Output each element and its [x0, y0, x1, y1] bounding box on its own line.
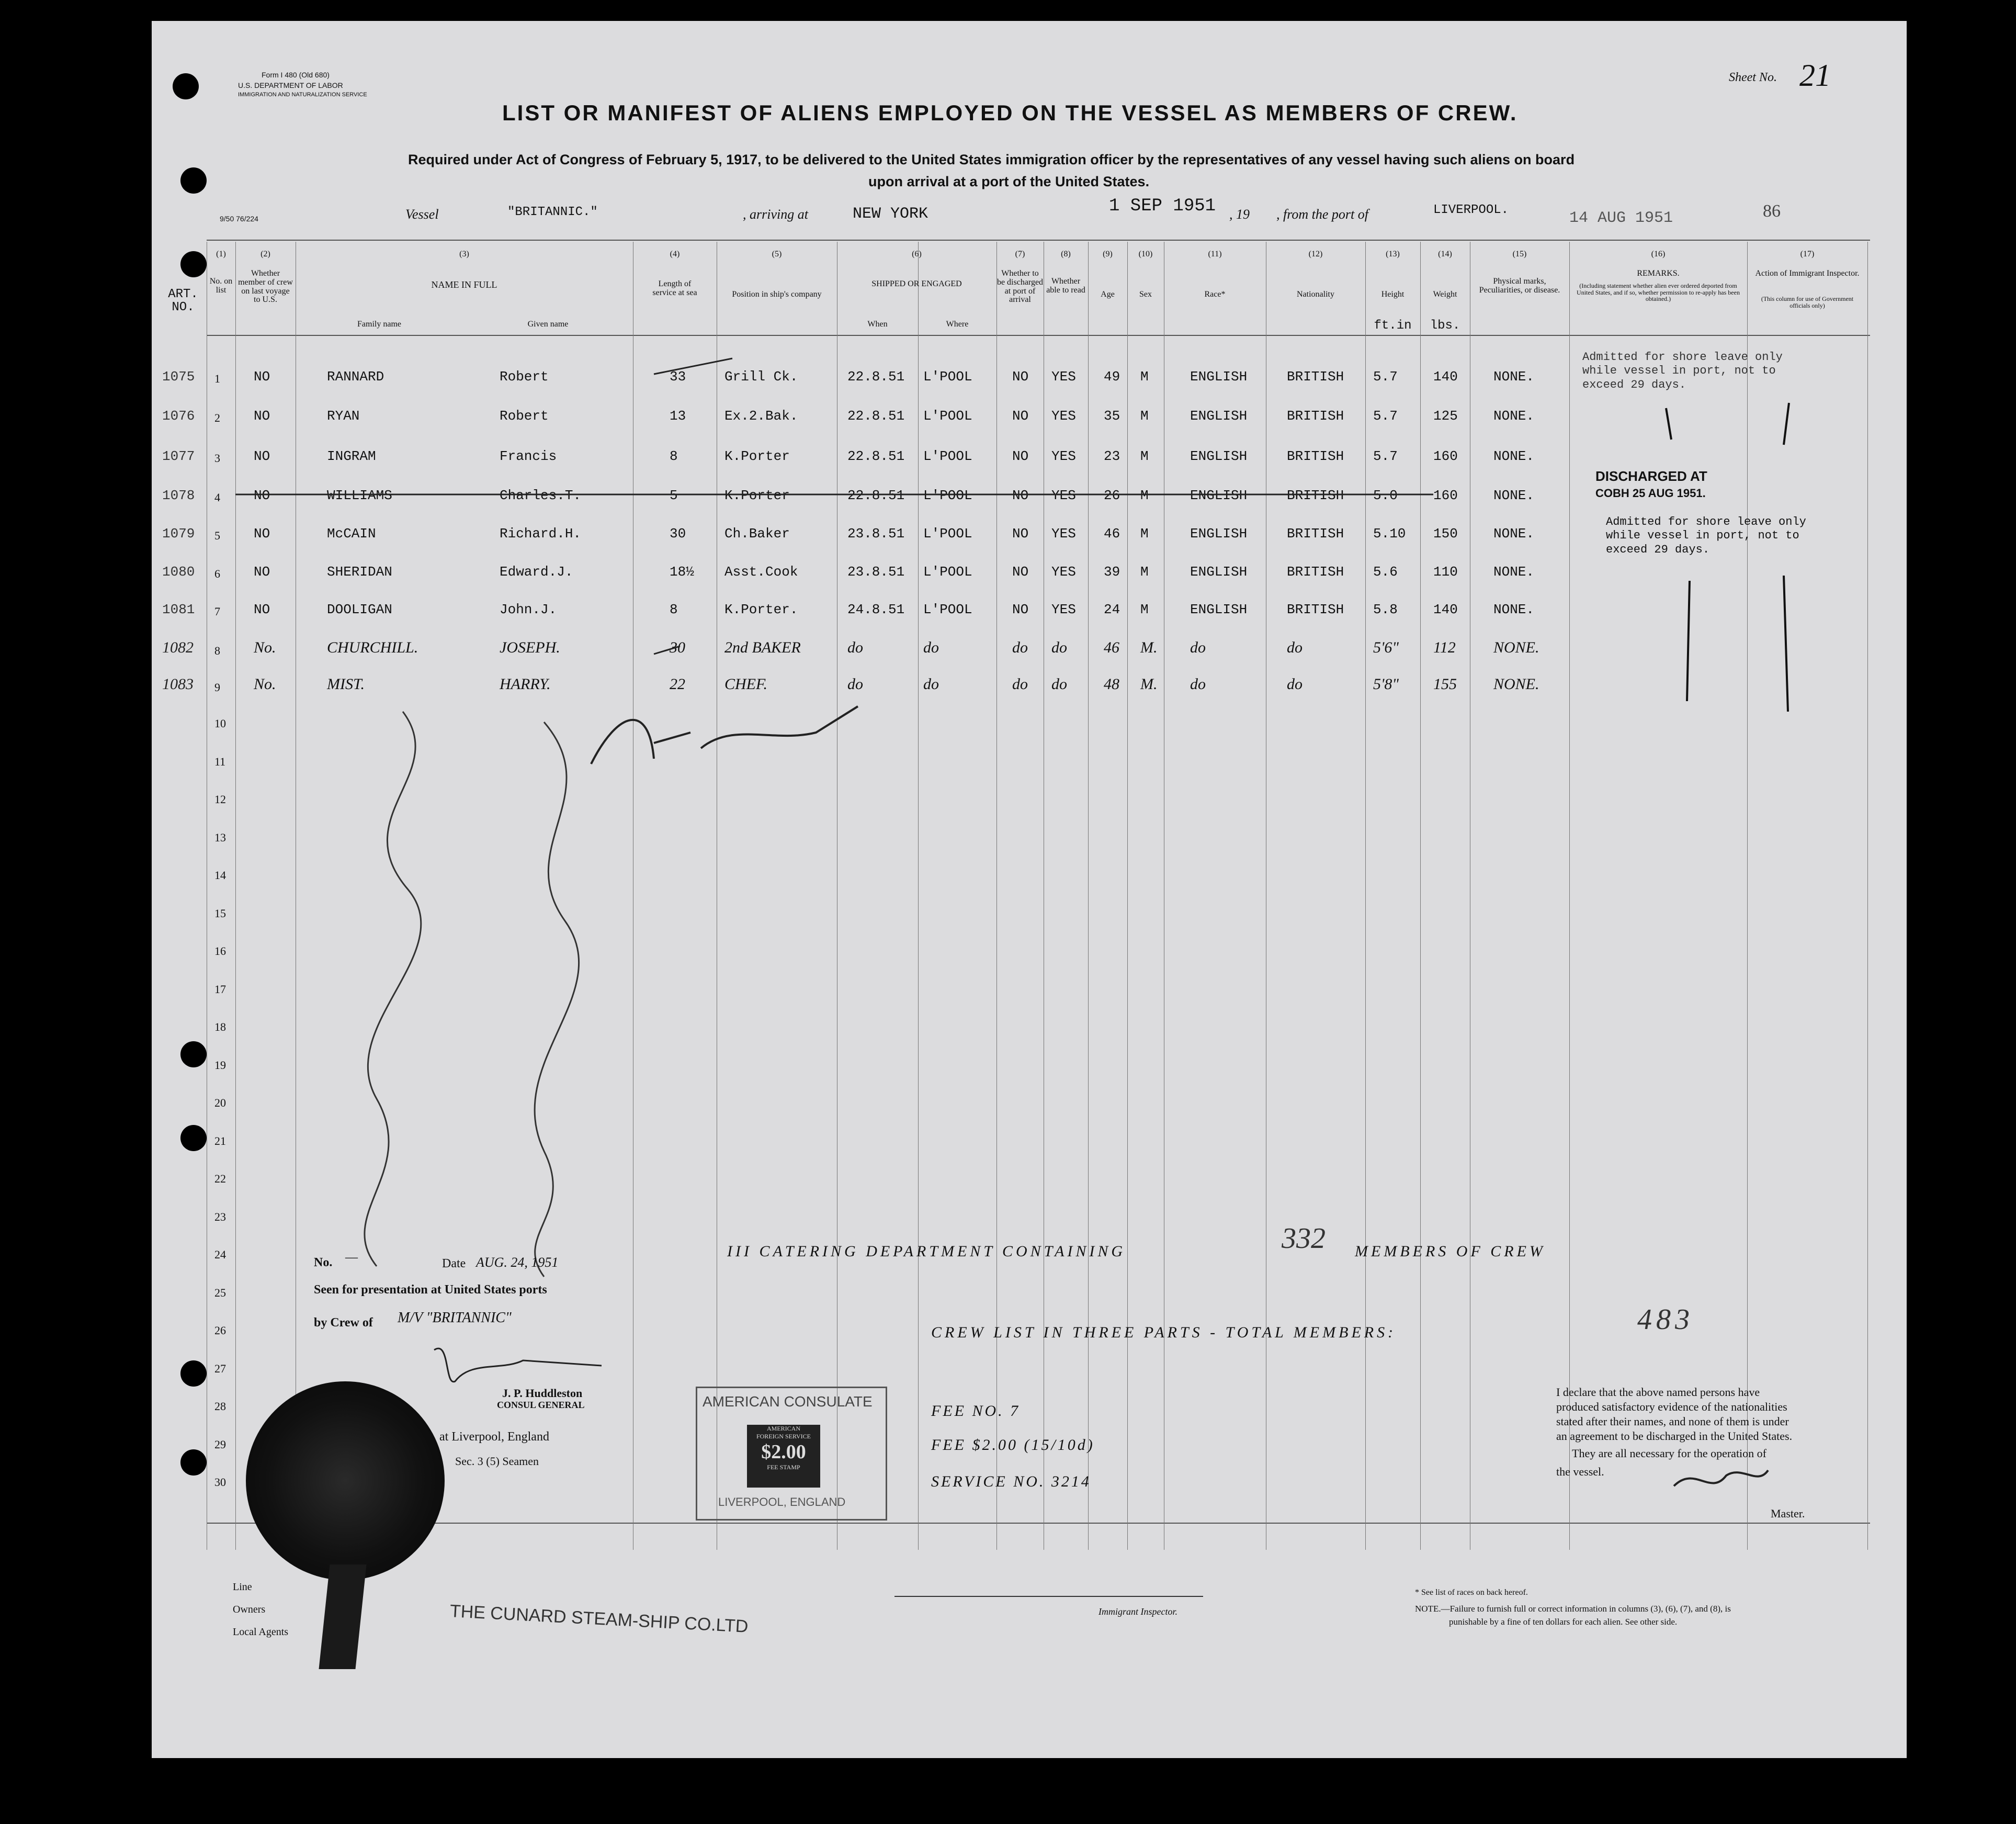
stamp-inner-1: AMERICAN: [766, 1425, 800, 1432]
col-nationality: Nationality: [1297, 290, 1334, 299]
cert-signer-title: CONSUL GENERAL: [497, 1400, 585, 1410]
crew-physical-marks: NONE.: [1493, 639, 1539, 656]
col-17-number: (17): [1800, 250, 1815, 258]
col-14-number: (14): [1438, 250, 1452, 258]
crew-able-to-read: YES: [1051, 564, 1076, 580]
col-9-number: (9): [1103, 250, 1113, 258]
crew-nationality: BRITISH: [1287, 448, 1344, 464]
crew-sex: M: [1140, 448, 1149, 464]
col-sex: Sex: [1139, 290, 1152, 299]
crew-sex: M: [1140, 564, 1149, 580]
crew-last-voyage: NO: [254, 526, 270, 542]
crew-discharged: do: [1012, 675, 1028, 693]
crew-art-no: 1083: [162, 675, 194, 693]
stamp-city: LIVERPOOL, ENGLAND: [718, 1495, 846, 1508]
row-number: 16: [214, 944, 226, 958]
crew-sex: M: [1140, 602, 1149, 617]
crew-given-name: Robert: [500, 369, 549, 385]
crew-able-to-read: YES: [1051, 369, 1076, 385]
crew-shipped-when: 22.8.51: [847, 448, 905, 464]
summary-count: 332: [1282, 1222, 1326, 1255]
col-11-number: (11): [1208, 250, 1222, 258]
row-number: 28: [214, 1400, 226, 1413]
row-number: 24: [214, 1248, 226, 1261]
crew-age: 26: [1104, 488, 1120, 503]
crew-race: do: [1190, 675, 1206, 693]
row-number: 20: [214, 1096, 226, 1109]
crew-able-to-read: YES: [1051, 448, 1076, 464]
crew-discharged: NO: [1012, 448, 1029, 464]
row-number: 25: [214, 1286, 226, 1299]
crew-list-no: 9: [214, 681, 220, 694]
crew-given-name: Francis: [500, 448, 557, 464]
crew-weight: 160: [1433, 448, 1458, 464]
cert-line-2-label: by Crew of: [314, 1316, 373, 1330]
crew-shipped-where: do: [923, 639, 939, 656]
crew-height: 5.7: [1373, 448, 1398, 464]
crew-weight: 150: [1433, 526, 1458, 542]
col-family-name: Family name: [357, 320, 401, 329]
col-length-service: Length of service at sea: [652, 279, 697, 297]
crew-last-voyage: NO: [254, 564, 270, 580]
crew-family-name: RYAN: [327, 408, 360, 424]
col-15-number: (15): [1512, 250, 1527, 258]
declaration-4: an agreement to be discharged in the United States.: [1556, 1429, 1793, 1443]
fee-amount: FEE $2.00 (15/10d): [931, 1436, 1095, 1454]
crew-family-name: SHERIDAN: [327, 564, 392, 580]
crew-age: 49: [1104, 369, 1120, 385]
summary-members: MEMBERS OF CREW: [1355, 1243, 1546, 1260]
from-port: LIVERPOOL.: [1433, 203, 1509, 217]
col-last-voyage: Whether member of crew on last voyage to U.S.: [238, 269, 293, 305]
crew-family-name: INGRAM: [327, 448, 376, 464]
crew-age: 39: [1104, 564, 1120, 580]
crew-nationality: BRITISH: [1287, 408, 1344, 424]
form-number: Form I 480 (Old 680): [262, 71, 330, 79]
remark-shore-leave-1: Admitted for shore leave only while vessel in port, not to exceed 29 days.: [1582, 351, 1783, 391]
row-number: 22: [214, 1172, 226, 1185]
crew-physical-marks: NONE.: [1493, 526, 1535, 542]
crew-list-no: 2: [214, 411, 220, 424]
crew-service-length: 33: [670, 369, 686, 385]
col-discharged: Whether to be discharged at port of arrival: [996, 269, 1044, 305]
crew-physical-marks: NONE.: [1493, 564, 1535, 580]
row-number: 12: [214, 793, 226, 806]
crew-nationality: BRITISH: [1287, 526, 1344, 542]
crew-service-length: 8: [670, 448, 678, 464]
crew-physical-marks: NONE.: [1493, 602, 1535, 617]
crew-race: do: [1190, 639, 1206, 656]
crew-able-to-read: do: [1051, 639, 1067, 656]
row-number: 10: [214, 717, 226, 730]
crew-shipped-when: 24.8.51: [847, 602, 905, 617]
row-number: 27: [214, 1361, 226, 1375]
crew-shipped-where: L'POOL: [923, 602, 972, 617]
row-number: 17: [214, 982, 226, 996]
crew-nationality: BRITISH: [1287, 488, 1344, 503]
col-given-name: Given name: [527, 320, 569, 329]
crew-shipped-where: L'POOL: [923, 448, 972, 464]
crew-sex: M: [1140, 526, 1149, 542]
col-remarks: REMARKS.: [1637, 269, 1680, 278]
remark-cobh: COBH 25 AUG 1951.: [1595, 487, 1706, 500]
service-number: SERVICE NO. 3214: [931, 1473, 1091, 1490]
crew-age: 46: [1104, 639, 1119, 656]
crew-sex: M: [1140, 488, 1149, 503]
crew-weight: 110: [1433, 564, 1458, 580]
crew-given-name: John.J.: [500, 602, 557, 617]
col-3-number: (3): [459, 250, 469, 258]
crew-nationality: do: [1287, 639, 1303, 656]
crew-last-voyage: NO: [254, 369, 270, 385]
stamp-amount: $2.00: [761, 1441, 806, 1463]
crew-height: 5'6": [1373, 639, 1399, 656]
crew-race: ENGLISH: [1190, 408, 1248, 424]
crew-able-to-read: YES: [1051, 526, 1076, 542]
crew-service-length: 13: [670, 408, 686, 424]
crew-given-name: Robert: [500, 408, 549, 424]
arriving-label: , arriving at: [743, 207, 808, 222]
crew-weight: 140: [1433, 369, 1458, 385]
crew-family-name: McCAIN: [327, 526, 376, 542]
crew-discharged: NO: [1012, 602, 1029, 617]
crew-last-voyage: No.: [254, 675, 276, 693]
crew-shipped-where: do: [923, 675, 939, 693]
crew-height: 5.7: [1373, 369, 1398, 385]
declaration-2: produced satisfactory evidence of the nationalities: [1556, 1400, 1787, 1413]
crew-position: Ch.Baker: [724, 526, 790, 542]
crew-art-no: 1077: [162, 448, 195, 464]
summary-department: III CATERING DEPARTMENT CONTAINING: [727, 1243, 1126, 1260]
row-number: 11: [214, 755, 226, 768]
crew-discharged: NO: [1012, 488, 1029, 503]
crew-nationality: BRITISH: [1287, 369, 1344, 385]
crew-race: ENGLISH: [1190, 564, 1248, 580]
crew-shipped-when: 22.8.51: [847, 488, 905, 503]
col-weight: Weight: [1433, 290, 1457, 299]
crew-discharged: NO: [1012, 408, 1029, 424]
col-shipped-engaged: SHIPPED OR ENGAGED: [871, 279, 962, 288]
stamp-title: AMERICAN CONSULATE: [703, 1393, 873, 1410]
crew-shipped-where: L'POOL: [923, 526, 972, 542]
company-stamp: THE CUNARD STEAM-SHIP CO.LTD: [449, 1601, 749, 1637]
year-label: , 19: [1229, 207, 1250, 222]
crew-list-no: 5: [214, 529, 220, 542]
col-8-number: (8): [1061, 250, 1071, 258]
col-height: Height: [1381, 290, 1405, 299]
crew-service-length: 18½: [670, 564, 694, 580]
crew-family-name: DOOLIGAN: [327, 602, 392, 617]
col-13-number: (13): [1386, 250, 1400, 258]
fee-number: FEE NO. 7: [931, 1402, 1021, 1420]
crew-shipped-when: 22.8.51: [847, 408, 905, 424]
form-service: IMMIGRATION AND NATURALIZATION SERVICE: [238, 92, 367, 98]
crew-height: 5.6: [1373, 564, 1398, 580]
crew-given-name: JOSEPH.: [500, 639, 560, 656]
unit-height: ft.in: [1374, 319, 1412, 333]
col-where: Where: [946, 320, 969, 329]
cert-section: Sec. 3 (5) Seamen: [455, 1455, 539, 1468]
col-able-to-read: Whether able to read: [1046, 277, 1085, 295]
stamp-fee-label: FEE STAMP: [767, 1463, 800, 1471]
page-title: LIST OR MANIFEST OF ALIENS EMPLOYED ON THE VESSEL AS MEMBERS OF CREW.: [502, 100, 1518, 125]
crew-sex: M: [1140, 369, 1149, 385]
crew-shipped-where: L'POOL: [923, 408, 972, 424]
crew-age: 24: [1104, 602, 1120, 617]
crew-shipped-where: L'POOL: [923, 564, 972, 580]
crew-art-no: 1076: [162, 408, 195, 424]
col-16-number: (16): [1651, 250, 1666, 258]
crew-discharged: NO: [1012, 564, 1029, 580]
declaration-6: the vessel.: [1556, 1465, 1604, 1478]
row-number: 14: [214, 869, 226, 882]
crew-nationality: BRITISH: [1287, 602, 1344, 617]
crew-shipped-when: do: [847, 675, 863, 693]
cert-date-label: Date: [442, 1257, 466, 1270]
crew-family-name: CHURCHILL.: [327, 639, 418, 656]
crew-given-name: Richard.H.: [500, 526, 582, 542]
crew-physical-marks: NONE.: [1493, 488, 1535, 503]
sheet-label: Sheet No.: [1729, 71, 1777, 84]
from-label: , from the port of: [1276, 207, 1368, 222]
footer-owners-label: Owners: [233, 1604, 266, 1615]
col-no-on-list: No. on list: [209, 277, 233, 295]
footer-note-3: punishable by a fine of ten dollars for each alien. See other side.: [1449, 1617, 1678, 1627]
crew-position: K.Porter: [724, 448, 790, 464]
crew-position: K.Porter.: [724, 602, 798, 617]
crew-last-voyage: NO: [254, 448, 270, 464]
consular-seal: [246, 1381, 445, 1580]
footer-note-2: NOTE.—Failure to furnish full or correct information in columns (3), (6), (7), and (8), is: [1415, 1604, 1731, 1614]
crew-weight: 125: [1433, 408, 1458, 424]
col-action-inspector: Action of Immigrant Inspector.: [1755, 269, 1860, 278]
crew-family-name: RANNARD: [327, 369, 384, 385]
crew-service-length: 30: [670, 526, 686, 542]
crew-sex: M.: [1140, 675, 1158, 693]
summary-parts: CREW LIST IN THREE PARTS - TOTAL MEMBERS:: [931, 1324, 1397, 1341]
crew-service-length: 22: [670, 675, 685, 693]
footer-note-1: * See list of races on back hereof.: [1415, 1588, 1528, 1597]
col-4-number: (4): [670, 250, 680, 258]
crew-discharged: NO: [1012, 369, 1029, 385]
crew-height: 5.7: [1373, 408, 1398, 424]
crew-position: Asst.Cook: [724, 564, 798, 580]
row-number: 19: [214, 1058, 226, 1072]
col-physical-marks: Physical marks, Peculiarities, or disease.: [1479, 277, 1560, 295]
inspector-label: Immigrant Inspector.: [1098, 1606, 1177, 1617]
crew-age: 23: [1104, 448, 1120, 464]
col-2-number: (2): [261, 250, 270, 258]
crew-weight: 160: [1433, 488, 1458, 503]
arriving-port: NEW YORK: [853, 205, 928, 223]
crew-race: ENGLISH: [1190, 448, 1248, 464]
crew-given-name: Charles.T.: [500, 488, 582, 503]
master-label: Master.: [1771, 1507, 1805, 1520]
crew-physical-marks: NONE.: [1493, 408, 1535, 424]
crew-height: 5.10: [1373, 526, 1406, 542]
crew-nationality: do: [1287, 675, 1303, 693]
col-age: Age: [1101, 290, 1115, 299]
col-art-no: ART. NO.: [168, 287, 198, 315]
remark-discharged: DISCHARGED AT: [1595, 468, 1707, 484]
crew-service-length: 8: [670, 602, 678, 617]
row-number: 21: [214, 1134, 226, 1147]
crew-position: Ex.2.Bak.: [724, 408, 798, 424]
crew-service-length: 30: [670, 639, 685, 656]
col-6-number: (6): [912, 250, 922, 258]
col-name-in-full: NAME IN FULL: [431, 279, 497, 290]
cert-line-1: Seen for presentation at United States ports: [314, 1283, 547, 1297]
inspector-signature-line: [894, 1596, 1203, 1597]
cert-no-value: —: [345, 1251, 358, 1264]
remark-shore-leave-5: Admitted for shore leave only while vessel in port, not to exceed 29 days.: [1606, 515, 1806, 556]
crew-given-name: Edward.J.: [500, 564, 573, 580]
crew-physical-marks: NONE.: [1493, 369, 1535, 385]
crew-service-length: 5: [670, 488, 678, 503]
crew-last-voyage: NO: [254, 602, 270, 617]
vessel-name: "BRITANNIC.": [507, 205, 598, 219]
crew-list-no: 6: [214, 567, 220, 580]
crew-nationality: BRITISH: [1287, 564, 1344, 580]
vessel-label: Vessel: [405, 207, 439, 222]
crew-shipped-where: L'POOL: [923, 369, 972, 385]
crew-list-no: 1: [214, 372, 220, 385]
row-number: 29: [214, 1437, 226, 1451]
crew-able-to-read: do: [1051, 675, 1067, 693]
row-number: 30: [214, 1476, 226, 1489]
row-number: 18: [214, 1020, 226, 1033]
crew-weight: 140: [1433, 602, 1458, 617]
crew-family-name: MIST.: [327, 675, 365, 693]
crew-position: K.Porter: [724, 488, 790, 503]
action-note: (This column for use of Government officials only): [1761, 295, 1854, 309]
fee-stamp: [696, 1387, 887, 1521]
arrival-date: 1 SEP 1951: [1109, 196, 1216, 216]
crew-shipped-when: 22.8.51: [847, 369, 905, 385]
col-race: Race*: [1204, 290, 1226, 299]
stamp-inner-2: FOREIGN SERVICE: [756, 1433, 811, 1440]
col-7-number: (7): [1015, 250, 1025, 258]
crew-weight: 112: [1433, 639, 1456, 656]
crew-art-no: 1080: [162, 564, 195, 580]
row-number: 15: [214, 906, 226, 920]
cert-vessel: M/V "BRITANNIC": [398, 1310, 512, 1326]
crew-height: 5'8": [1373, 675, 1399, 693]
crew-race: ENGLISH: [1190, 369, 1248, 385]
crew-discharged: do: [1012, 639, 1028, 656]
crew-family-name: WILLIAMS: [327, 488, 392, 503]
stamp-inner: [747, 1425, 820, 1488]
crew-race: ENGLISH: [1190, 488, 1248, 503]
col-12-number: (12): [1308, 250, 1323, 258]
cert-date-value: AUG. 24, 1951: [476, 1255, 559, 1270]
crew-age: 48: [1104, 675, 1119, 693]
page-mark: 86: [1763, 201, 1781, 221]
declaration-5: They are all necessary for the operation of: [1572, 1447, 1766, 1460]
unit-weight: lbs.: [1430, 319, 1460, 333]
crew-art-no: 1078: [162, 488, 195, 503]
col-position: Position in ship's company: [732, 290, 822, 299]
crew-age: 46: [1104, 526, 1120, 542]
col-when: When: [867, 320, 888, 329]
crew-sex: M: [1140, 408, 1149, 424]
crew-physical-marks: NONE.: [1493, 675, 1539, 693]
subtitle-line-2: upon arrival at a port of the United States.: [868, 174, 1150, 189]
summary-total: 483: [1637, 1303, 1694, 1336]
crew-weight: 155: [1433, 675, 1457, 693]
crew-list-no: 4: [214, 491, 220, 504]
crew-given-name: HARRY.: [500, 675, 551, 693]
crew-shipped-when: 23.8.51: [847, 564, 905, 580]
crew-race: ENGLISH: [1190, 602, 1248, 617]
departure-date: 14 AUG 1951: [1569, 209, 1673, 227]
crew-race: ENGLISH: [1190, 526, 1248, 542]
crew-height: 5.8: [1373, 602, 1398, 617]
footer-line-label: Line: [233, 1581, 252, 1593]
crew-sex: M.: [1140, 639, 1158, 656]
crew-last-voyage: No.: [254, 639, 276, 656]
crew-age: 35: [1104, 408, 1120, 424]
crew-last-voyage: NO: [254, 408, 270, 424]
crew-art-no: 1082: [162, 639, 194, 656]
crew-list-no: 8: [214, 644, 220, 657]
row-number: 13: [214, 830, 226, 844]
crew-list-no: 3: [214, 452, 220, 465]
crew-position: Grill Ck.: [724, 369, 798, 385]
col-10-number: (10): [1138, 250, 1153, 258]
crew-last-voyage: NO: [254, 488, 270, 503]
col-5-number: (5): [772, 250, 782, 258]
crew-physical-marks: NONE.: [1493, 448, 1535, 464]
crew-position: CHEF.: [724, 675, 767, 693]
crew-position: 2nd BAKER: [724, 639, 801, 656]
col-1-number: (1): [216, 250, 226, 258]
crew-art-no: 1081: [162, 602, 195, 617]
footer-agents-label: Local Agents: [233, 1626, 289, 1638]
crew-discharged: NO: [1012, 526, 1029, 542]
sheet-number: 21: [1799, 58, 1831, 93]
row-number: 23: [214, 1210, 226, 1223]
crew-art-no: 1079: [162, 526, 195, 542]
cert-place: at Liverpool, England: [439, 1430, 549, 1444]
row-number: 26: [214, 1324, 226, 1337]
crew-art-no: 1075: [162, 369, 195, 385]
crew-shipped-when: 23.8.51: [847, 526, 905, 542]
cert-signer: J. P. Huddleston: [502, 1387, 583, 1400]
remarks-note: (Including statement whether alien ever ordered deported from United States, and if so, whether permission to re-apply has been obtained.): [1577, 282, 1740, 303]
form-department: U.S. DEPARTMENT OF LABOR: [238, 81, 343, 89]
subtitle-line-1: Required under Act of Congress of February 5, 1917, to be delivered to the United States immigration officer by the representatives of any vessel having such aliens on board: [408, 152, 1575, 167]
crew-able-to-read: YES: [1051, 602, 1076, 617]
cert-no-label: No.: [314, 1256, 333, 1269]
declaration-1: I declare that the above named persons have: [1556, 1386, 1760, 1399]
crew-shipped-when: do: [847, 639, 863, 656]
declaration-3: stated after their names, and none of them is under: [1556, 1415, 1789, 1428]
crew-able-to-read: YES: [1051, 488, 1076, 503]
form-code: 9/50 76/224: [220, 215, 258, 223]
crew-list-no: 7: [214, 605, 220, 618]
crew-shipped-where: L'POOL: [923, 488, 972, 503]
crew-height: 5.0: [1373, 488, 1398, 503]
crew-able-to-read: YES: [1051, 408, 1076, 424]
